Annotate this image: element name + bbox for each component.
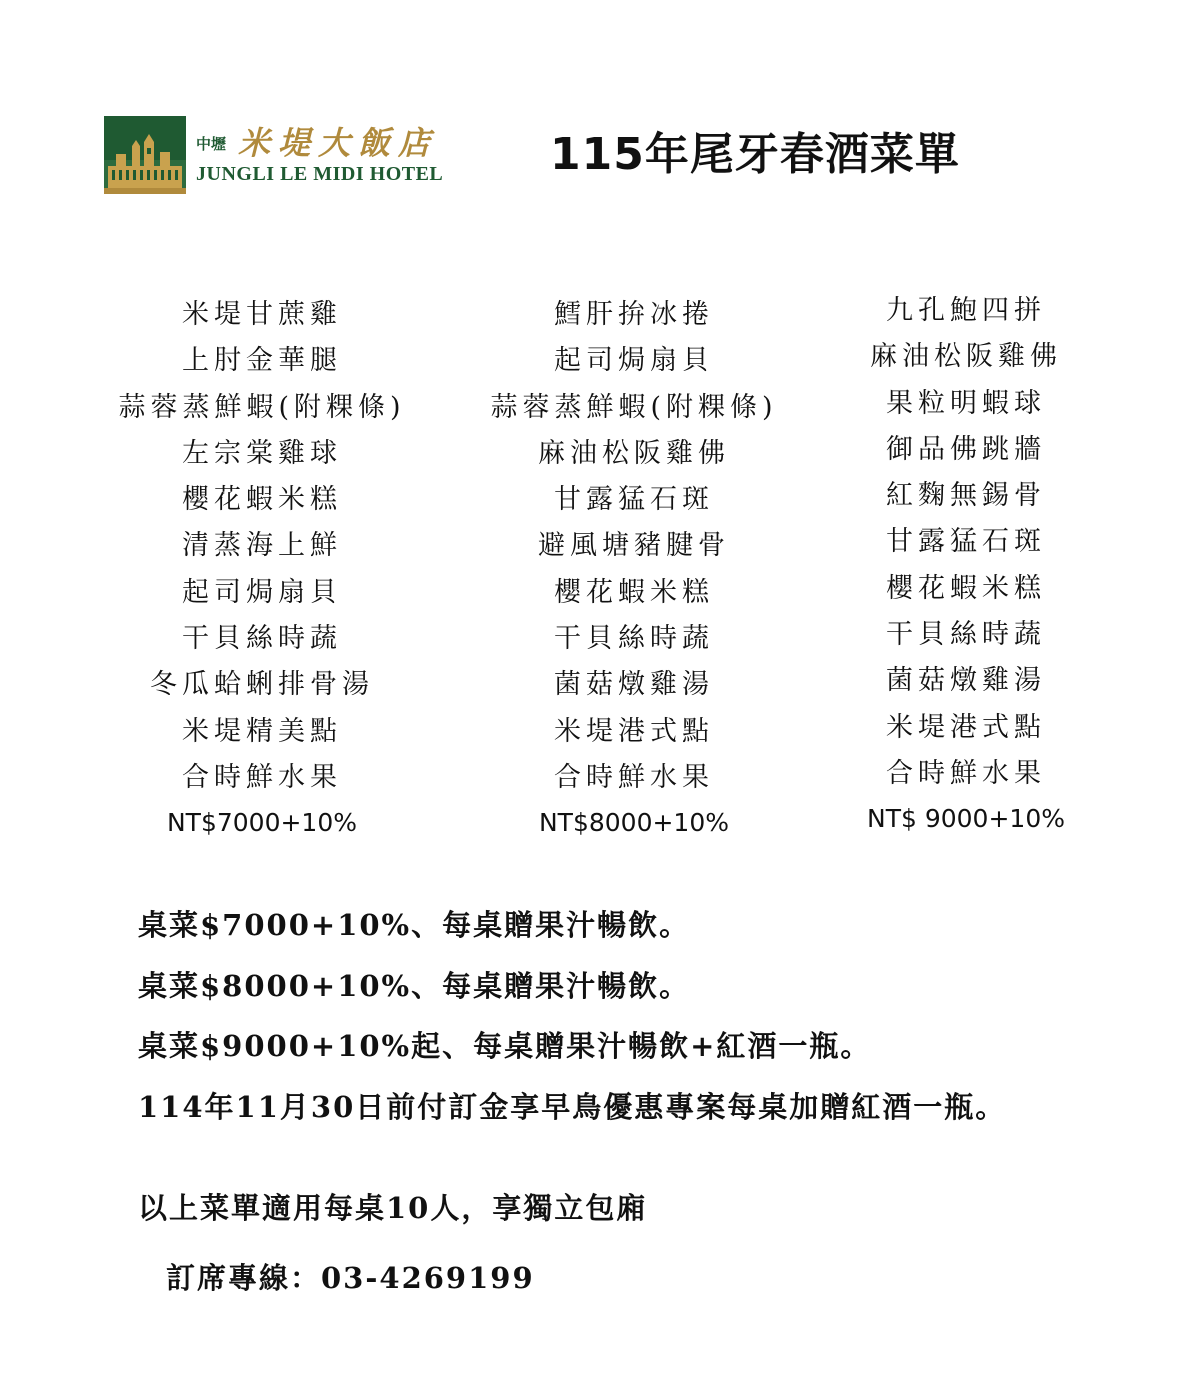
dish-item: 蒜蓉蒸鮮蝦(附粿條) (118, 391, 406, 423)
dish-item: 鱈肝拚冰捲 (554, 299, 714, 330)
menu-column-9000 (806, 288, 1126, 839)
dish-item: 合時鮮水果 (182, 761, 342, 793)
dish-item: 冬瓜蛤蜊排骨湯 (150, 669, 374, 701)
menu-column-8000 (476, 292, 792, 843)
dish-item: 菌菇燉雞湯 (886, 665, 1046, 697)
dish-item: 麻油松阪雞佛 (538, 437, 730, 469)
dish-item: 干貝絲時蔬 (182, 623, 342, 655)
dish-item: 起司焗扇貝 (182, 576, 342, 608)
dish-item: 干貝絲時蔬 (554, 623, 714, 655)
booking-hotline: 訂席專線：03-4269199 (166, 1261, 535, 1295)
dish-item: 御品佛跳牆 (886, 433, 1046, 465)
menu-price: NT$ 9000+10% (867, 804, 1065, 834)
offer-note: 桌菜$9000+10%起、每桌贈果汁暢飲+紅酒一瓶。 (138, 1029, 872, 1063)
offer-note: 桌菜$7000+10%、每桌贈果汁暢飲。 (138, 908, 691, 942)
logo-prefix: 中壢 (196, 135, 227, 153)
dish-item: 櫻花蝦米糕 (886, 572, 1046, 604)
dish-item: 合時鮮水果 (554, 761, 714, 793)
dish-item: 九孔鮑四拼 (886, 295, 1046, 326)
dish-item: 麻油松阪雞佛 (870, 341, 1062, 373)
dish-item: 清蒸海上鮮 (182, 530, 342, 562)
dish-item: 干貝絲時蔬 (886, 619, 1046, 651)
dish-item: 紅麴無錫骨 (886, 480, 1046, 512)
dish-item: 櫻花蝦米糕 (554, 576, 714, 608)
offer-notes (138, 900, 1138, 1142)
logo-english-name: JUNGLI LE MIDI HOTEL (196, 163, 444, 185)
menu-column-7000 (104, 292, 420, 843)
table-size-note: 以上菜單適用每桌10人，享獨立包廂 (138, 1191, 648, 1225)
page-title: 115年尾牙春酒菜單 (550, 129, 960, 180)
dish-item: 櫻花蝦米糕 (182, 484, 342, 516)
menu-price: NT$8000+10% (538, 808, 729, 838)
hotel-logo (104, 114, 484, 198)
offer-note: 114年11月30日前付訂金享早鳥優惠專案每桌加贈紅酒一瓶。 (138, 1089, 1007, 1124)
dish-item: 米堤港式點 (886, 711, 1046, 743)
hotel-building-icon (104, 116, 186, 194)
dish-item: 米堤甘蔗雞 (182, 299, 342, 330)
offer-note: 桌菜$8000+10%、每桌贈果汁暢飲。 (138, 968, 691, 1003)
dish-item: 米堤港式點 (554, 715, 714, 747)
dish-item: 米堤精美點 (182, 715, 342, 747)
dish-item: 左宗棠雞球 (182, 437, 342, 469)
logo-chinese-name: 米堤大飯店 (238, 124, 439, 162)
menu-price: NT$7000+10% (166, 808, 357, 838)
dish-item: 菌菇燉雞湯 (554, 669, 714, 701)
dish-item: 蒜蓉蒸鮮蝦(附粿條) (490, 391, 778, 423)
dish-item: 甘露猛石斑 (554, 484, 714, 516)
dish-item: 避風塘豬腱骨 (538, 530, 730, 562)
dish-item: 上肘金華腿 (182, 345, 342, 377)
dish-item: 甘露猛石斑 (886, 526, 1046, 558)
dish-item: 起司焗扇貝 (554, 345, 714, 377)
dish-item: 合時鮮水果 (886, 757, 1046, 789)
dish-item: 果粒明蝦球 (886, 387, 1046, 419)
